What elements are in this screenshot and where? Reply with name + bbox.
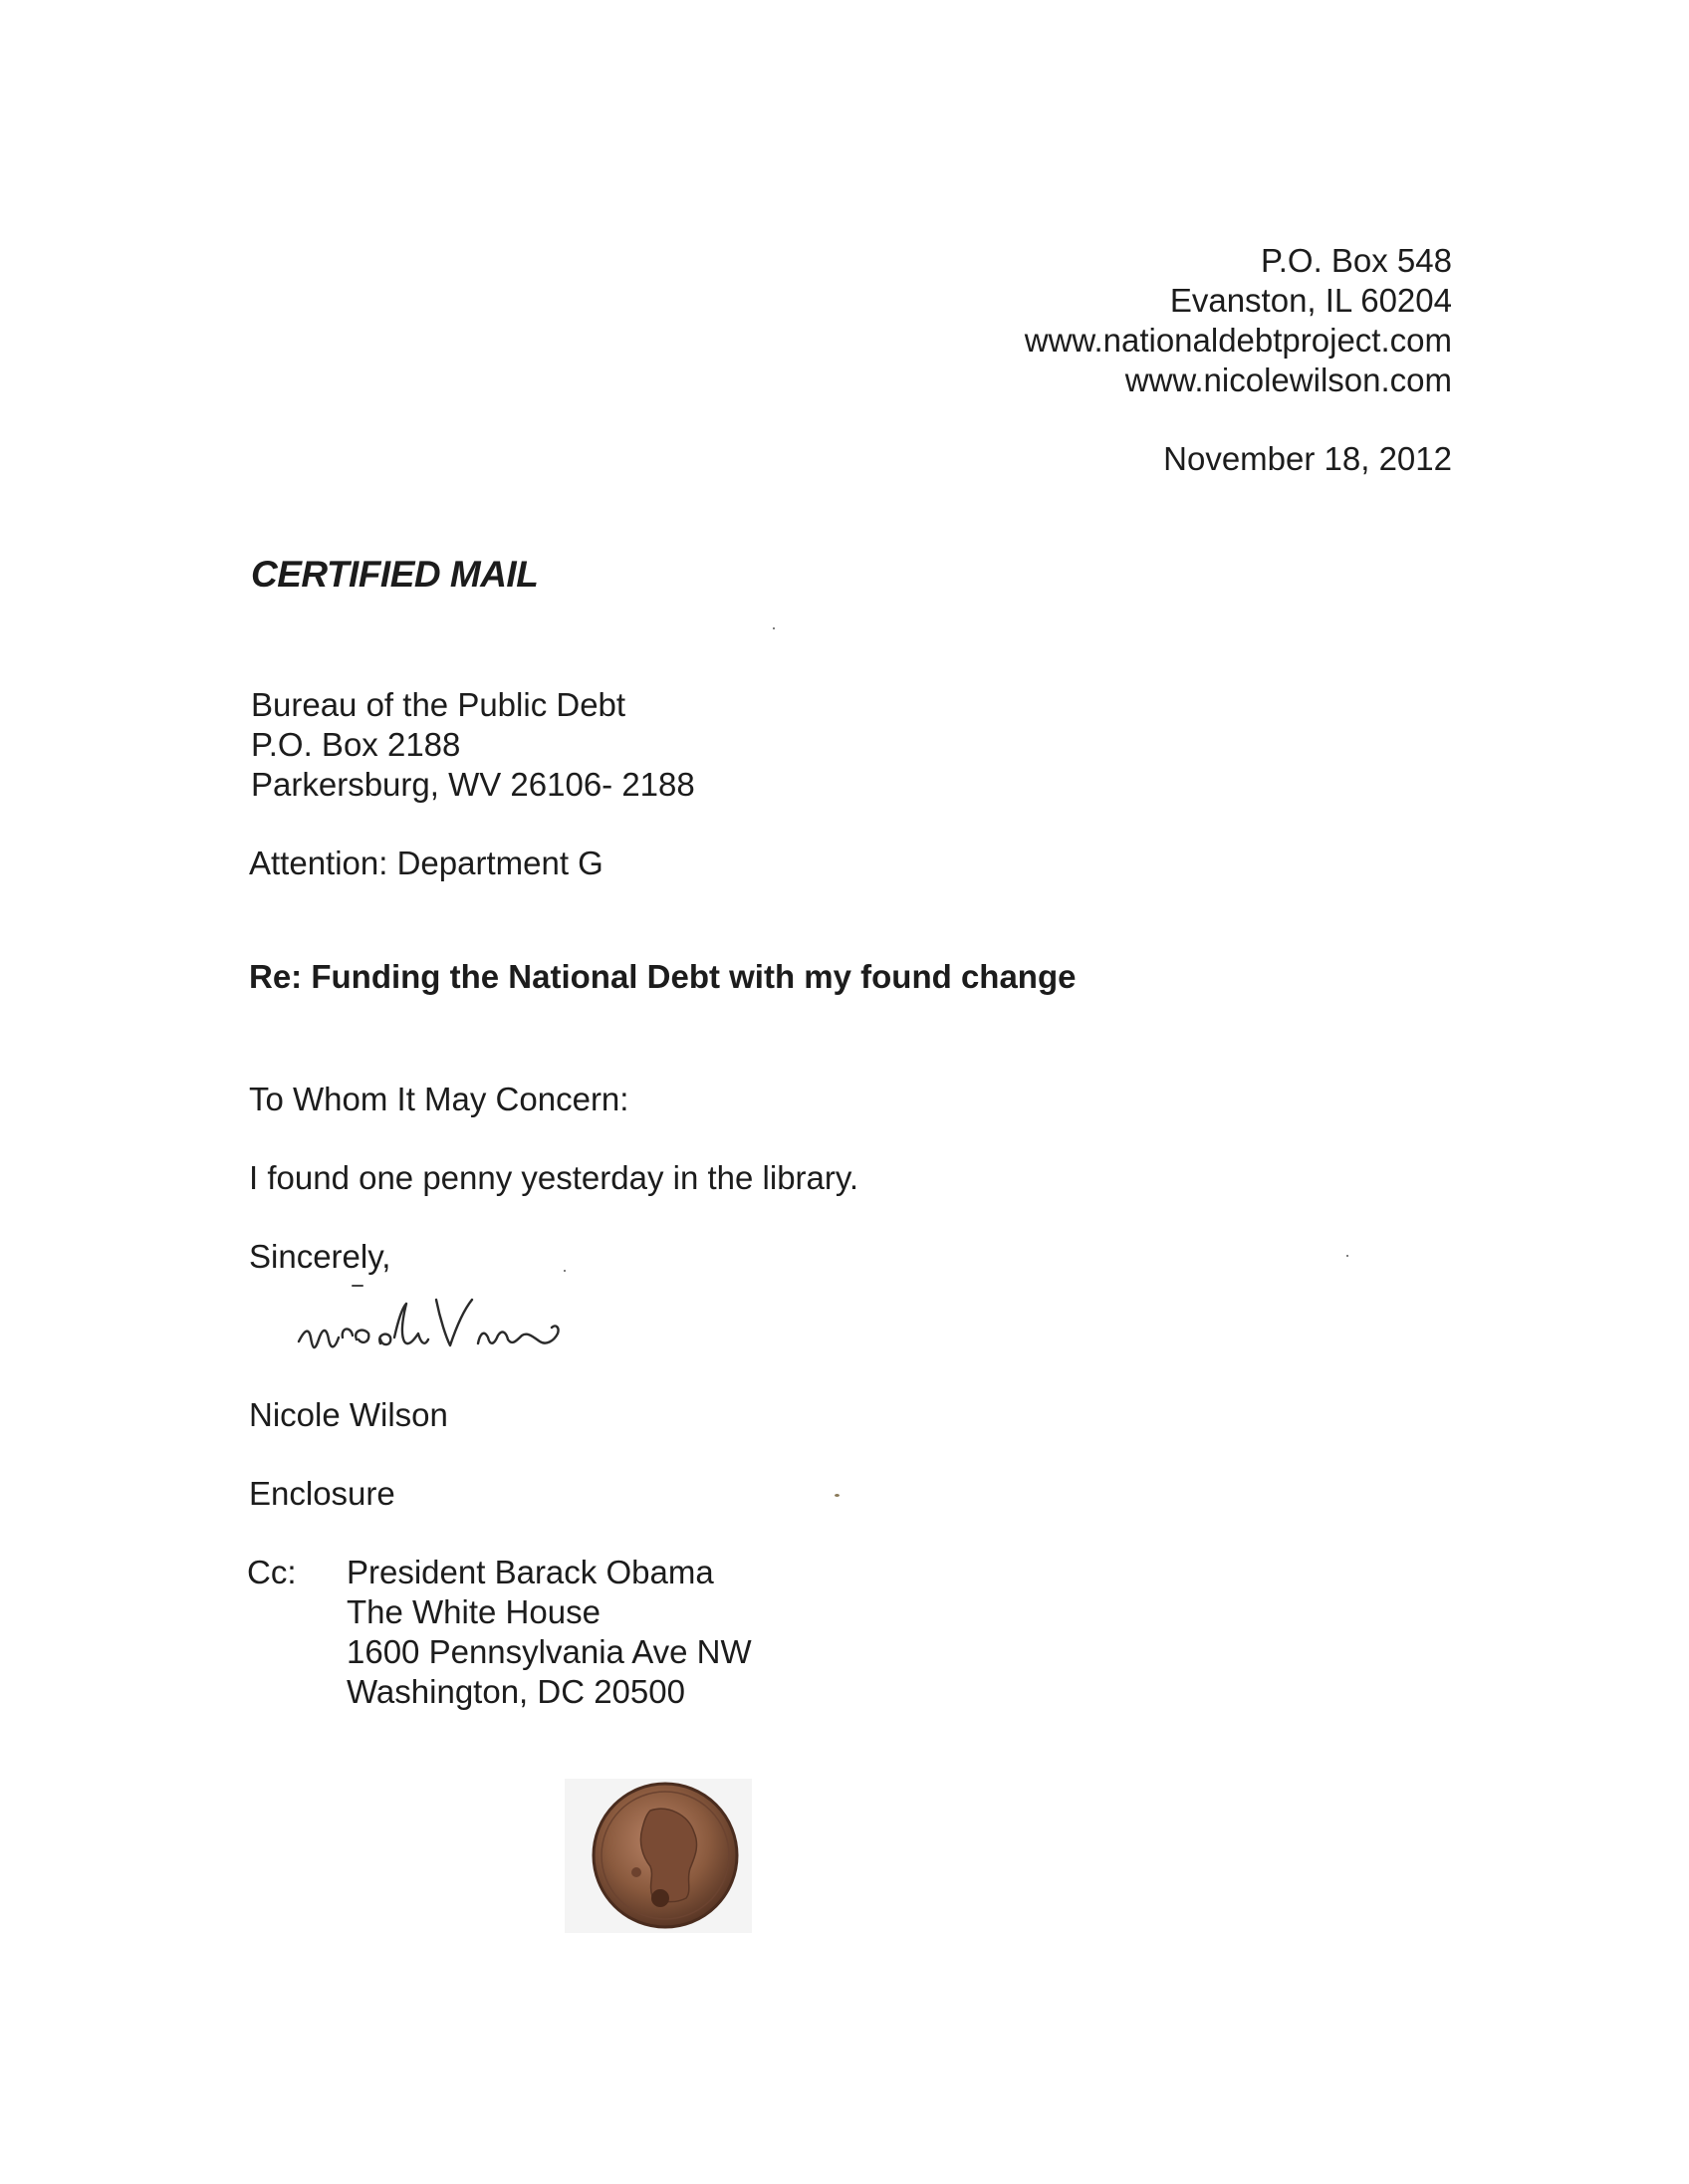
cc-line: President Barack Obama [347, 1554, 714, 1590]
cc-label: Cc: [247, 1554, 297, 1590]
signature-image [291, 1280, 669, 1379]
sender-website-2[interactable]: www.nicolewilson.com [1124, 362, 1452, 398]
closing: Sincerely, [249, 1238, 391, 1275]
recipient-address-line1: P.O. Box 2188 [251, 726, 461, 763]
enclosure-label: Enclosure [249, 1475, 395, 1512]
cc-line: 1600 Pennsylvania Ave NW [347, 1633, 752, 1670]
signer-name: Nicole Wilson [249, 1396, 448, 1433]
certified-mail-heading: CERTIFIED MAIL [251, 554, 539, 595]
subject-line: Re: Funding the National Debt with my found change [249, 958, 1077, 995]
sender-address-line1: P.O. Box 548 [1260, 242, 1452, 279]
sender-website-1[interactable]: www.nationaldebtproject.com [1024, 322, 1452, 359]
cc-line: The White House [347, 1593, 601, 1630]
cc-address-block [347, 1553, 752, 1712]
attention-line: Attention: Department G [249, 845, 603, 881]
letter-date: November 18, 2012 [1163, 440, 1452, 477]
recipient-name: Bureau of the Public Debt [251, 686, 626, 723]
body-text: I found one penny yesterday in the library. [249, 1159, 859, 1196]
recipient-address-line2: Parkersburg, WV 26106- 2188 [251, 766, 695, 803]
cc-line: Washington, DC 20500 [347, 1673, 685, 1710]
salutation: To Whom It May Concern: [249, 1081, 629, 1117]
sender-address-line2: Evanston, IL 60204 [1169, 282, 1452, 319]
taped-coin [565, 1779, 752, 1933]
coin-image [591, 1781, 740, 1930]
